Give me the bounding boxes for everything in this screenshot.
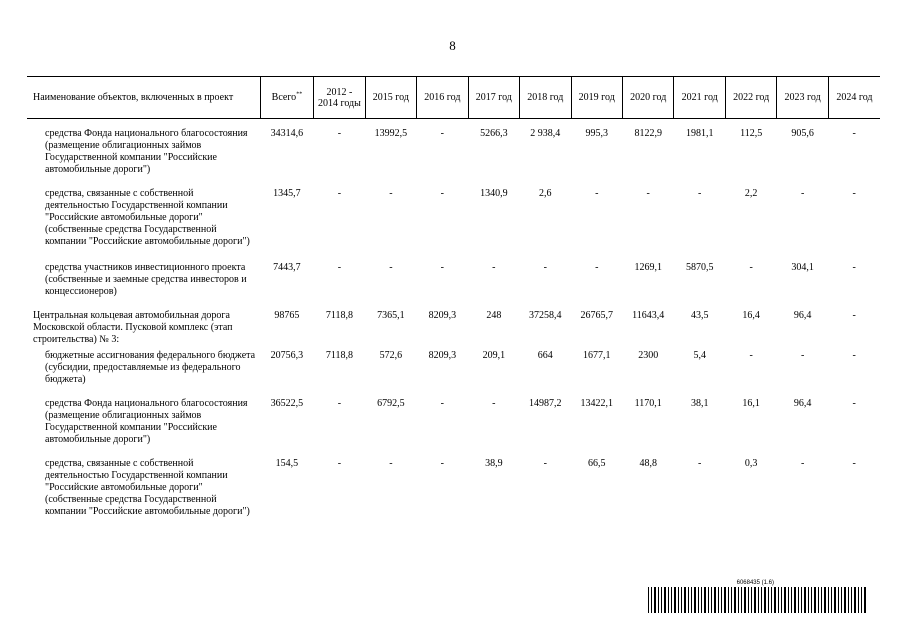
row-name: бюджетные ассигнования федерального бюджета (субсидии, предоставляемые из федерального бюджета) [45, 350, 256, 385]
table-header-row [27, 77, 880, 119]
value-cell: 0,3 [744, 458, 758, 469]
header-cell-label: 2022 год [733, 92, 770, 103]
value-cell: 37258,4 [529, 310, 562, 321]
value-cell: 905,6 [791, 128, 814, 139]
value-cell: - [852, 398, 856, 409]
value-cell: - [492, 398, 496, 409]
value-cell: - [543, 262, 547, 273]
value-cell: - [749, 350, 753, 361]
value-cell: 98765 [274, 310, 300, 321]
value-cell: 5266,3 [480, 128, 508, 139]
value-cell: - [543, 458, 547, 469]
value-cell: 1340,9 [480, 188, 508, 199]
value-cell: 7118,8 [325, 350, 353, 361]
value-cell: 66,5 [588, 458, 606, 469]
value-cell: - [595, 262, 599, 273]
value-cell: - [852, 350, 856, 361]
header-cell [725, 77, 776, 119]
row-name: средства Фонда национального благосостояния (размещение облигационных займов Государственной компании "Российские автомобильные дороги") [45, 398, 248, 445]
value-cell: 14987,2 [529, 398, 562, 409]
value-cell: - [440, 262, 445, 273]
value-cell: - [852, 262, 856, 273]
value-cell: 8122,9 [634, 128, 662, 139]
row-name: Центральная кольцевая автомобильная дорога Московской области. Пусковой комплекс (этап строительства) № 3: [33, 310, 233, 345]
value-cell: - [337, 262, 342, 273]
header-cell [314, 77, 365, 119]
row-name: средства Фонда национального благосостояния (размещение облигационных займов Государственной компании "Российские автомобильные дороги") [45, 128, 248, 175]
value-cell: - [800, 458, 805, 469]
footnote-mark: ** [296, 91, 303, 98]
value-cell: 96,4 [793, 398, 812, 409]
table-row [27, 188, 880, 262]
value-cell: - [800, 188, 805, 199]
value-cell: 2 938,4 [530, 128, 561, 139]
value-cell: 34314,6 [270, 128, 304, 139]
value-cell: - [852, 128, 856, 139]
value-cell: 1170,1 [634, 398, 662, 409]
header-cell-label: 2024 год [836, 92, 873, 103]
header-cell-label: 2020 год [630, 92, 667, 103]
row-name: средства участников инвестиционного проекта (собственные и заемные средства инвесторов и концессионеров) [45, 262, 247, 297]
header-cell [260, 77, 314, 119]
barcode-code: 6068435 (1.6) [736, 580, 774, 586]
header-cell [828, 77, 880, 119]
header-cell-label: 2012 - 2014 годы [317, 86, 361, 109]
table-row [27, 119, 880, 189]
value-cell: - [389, 458, 393, 469]
barcode [648, 580, 870, 614]
value-cell: 1269,1 [634, 262, 662, 273]
header-cell-label: 2019 год [578, 92, 615, 103]
value-cell: - [595, 188, 599, 199]
value-cell: 112,5 [740, 128, 763, 139]
barcode-icon [648, 587, 870, 613]
row-name: средства, связанные с собственной деятельностью Государственной компании "Российские автомобильные дороги" (собственные средства Государственной компании "Российские автомобильные дороги") [45, 458, 250, 517]
value-cell: - [800, 350, 805, 361]
row-name: средства, связанные с собственной деятельностью Государственной компании "Российские автомобильные дороги" (собственные средства Государственной компании "Российские автомобильные дороги") [45, 188, 250, 247]
value-cell: 6792,5 [377, 398, 405, 409]
header-cell-label: 2015 год [372, 92, 409, 103]
value-cell: 26765,7 [580, 310, 613, 321]
table-body [27, 119, 880, 531]
value-cell: - [852, 458, 856, 469]
table-row [27, 458, 880, 530]
value-cell: 664 [537, 350, 553, 361]
header-cell-label: 2018 год [527, 92, 564, 103]
table-row [27, 350, 880, 398]
header-cell [417, 77, 468, 119]
table-row [27, 262, 880, 310]
value-cell: 154,5 [275, 458, 299, 469]
value-cell: 7443,7 [273, 262, 301, 273]
value-cell: - [337, 188, 342, 199]
table-row [27, 398, 880, 458]
header-cell [674, 77, 725, 119]
value-cell: 1345,7 [273, 188, 301, 199]
value-cell: - [389, 262, 393, 273]
value-cell: 48,8 [639, 458, 657, 469]
header-cell-label: 2016 год [424, 92, 461, 103]
value-cell: 5,4 [693, 350, 706, 361]
value-cell: 7118,8 [325, 310, 353, 321]
header-cell-label: Всего [271, 92, 297, 103]
investment-table [27, 76, 880, 530]
header-cell [468, 77, 519, 119]
value-cell: - [440, 188, 445, 199]
value-cell: - [337, 128, 342, 139]
header-cell [520, 77, 571, 119]
value-cell: - [698, 458, 702, 469]
header-cell-label: 2021 год [681, 92, 718, 103]
value-cell: 16,4 [742, 310, 760, 321]
value-cell: 5870,5 [685, 262, 714, 273]
value-cell: 304,1 [791, 262, 814, 273]
value-cell: 20756,3 [270, 350, 304, 361]
value-cell: - [492, 262, 496, 273]
header-cell [365, 77, 416, 119]
value-cell: - [440, 458, 445, 469]
value-cell: 16,1 [742, 398, 760, 409]
value-cell: 96,4 [793, 310, 812, 321]
value-cell: - [852, 310, 856, 321]
value-cell: 209,1 [482, 350, 506, 361]
value-cell: - [440, 128, 445, 139]
value-cell: 36522,5 [270, 398, 304, 409]
value-cell: 8209,3 [428, 310, 457, 321]
value-cell: - [749, 262, 753, 273]
header-cell [571, 77, 622, 119]
value-cell: 2,6 [539, 188, 552, 199]
table-row [27, 310, 880, 350]
header-cell [622, 77, 673, 119]
page-number: 8 [449, 38, 456, 53]
value-cell: 995,3 [585, 128, 608, 139]
value-cell: 38,9 [485, 458, 503, 469]
value-cell: 43,5 [690, 310, 709, 321]
value-cell: - [852, 188, 856, 199]
value-cell: - [389, 188, 393, 199]
value-cell: 13422,1 [580, 398, 613, 409]
value-cell: 2,2 [744, 188, 758, 199]
header-cell [777, 77, 828, 119]
value-cell: - [337, 458, 342, 469]
value-cell: 13992,5 [374, 128, 408, 139]
value-cell: 38,1 [690, 398, 709, 409]
value-cell: - [337, 398, 342, 409]
header-cell [27, 77, 260, 119]
value-cell: - [440, 398, 445, 409]
value-cell: 248 [486, 310, 502, 321]
header-cell-label: 2017 год [475, 92, 512, 103]
value-cell: 8209,3 [428, 350, 457, 361]
value-cell: 2300 [638, 350, 659, 361]
header-cell-label: Наименование объектов, включенных в проект [33, 92, 234, 103]
value-cell: - [698, 188, 702, 199]
header-cell-label: 2023 год [784, 92, 821, 103]
value-cell: 1677,1 [583, 350, 611, 361]
value-cell: 572,6 [379, 350, 403, 361]
value-cell: 11643,4 [632, 310, 665, 321]
value-cell: - [646, 188, 650, 199]
value-cell: 7365,1 [377, 310, 405, 321]
value-cell: 1981,1 [685, 128, 714, 139]
